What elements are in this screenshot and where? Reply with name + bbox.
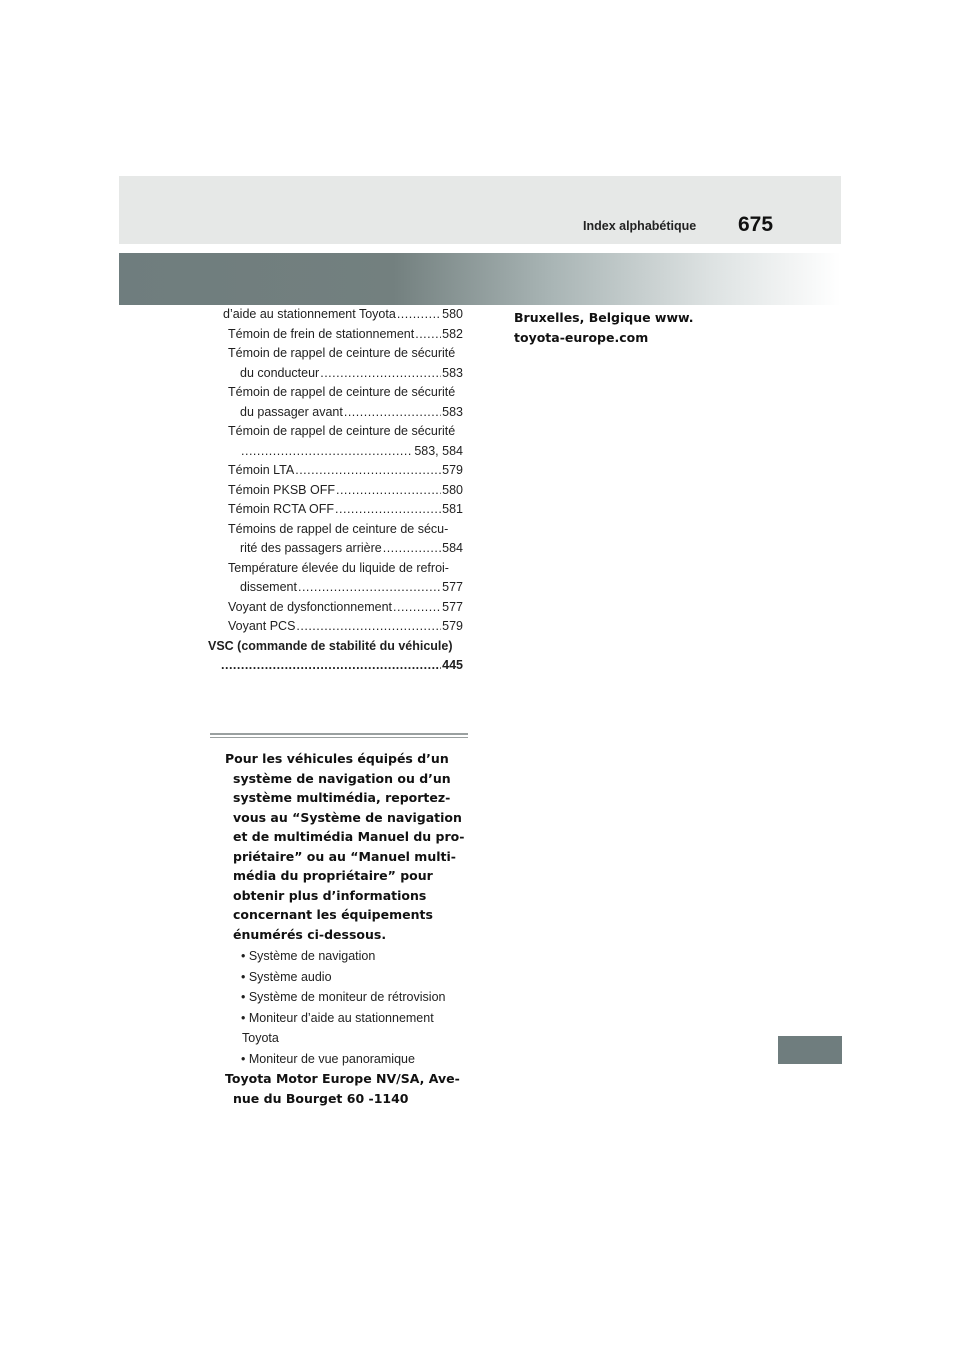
- index-entry: [203, 559, 463, 579]
- header-band: [119, 176, 841, 244]
- dot-leader: [336, 481, 441, 501]
- index-entry-text: Témoin LTA: [228, 463, 295, 477]
- index-entry-text: du passager avant: [240, 404, 343, 419]
- address-line: Toyota Motor Europe NV/SA, Ave-: [225, 1071, 460, 1086]
- index-entry-page: 577: [442, 599, 463, 614]
- index-entry: [203, 403, 463, 423]
- section-divider: [210, 733, 468, 738]
- navigation-notice: [225, 749, 470, 944]
- index-entry-page: 580: [442, 307, 463, 321]
- index-list: [203, 305, 463, 676]
- index-entry-page: 581: [442, 502, 463, 516]
- index-entry-page: 584: [442, 541, 463, 555]
- notice-line: système multimédia, reportez-: [233, 790, 451, 805]
- index-entry: [203, 344, 463, 364]
- dot-leader: [393, 598, 441, 618]
- index-entry: [203, 383, 463, 403]
- index-entry: [203, 422, 463, 442]
- equipment-list: [241, 946, 471, 1069]
- index-entry-text: Témoin de rappel de ceinture de sécurité: [228, 385, 456, 399]
- index-entry: [203, 461, 463, 481]
- dot-leader: [296, 617, 441, 637]
- gradient-band: [119, 253, 841, 305]
- notice-line: priétaire” ou au “Manuel multi-: [233, 848, 456, 864]
- index-entry-page: 445: [442, 658, 463, 672]
- address-block: [225, 1069, 470, 1108]
- index-entry: [203, 520, 463, 540]
- notice-line: Pour les véhicules équipés d’un: [225, 751, 449, 766]
- index-entry: [203, 598, 463, 618]
- index-entry: [203, 578, 463, 598]
- address-continued: [514, 308, 764, 347]
- dot-leader: [295, 461, 441, 481]
- list-item: • Système de moniteur de rétrovision: [241, 990, 446, 1004]
- page-number: 675: [738, 213, 774, 236]
- list-item: • Moniteur de vue panoramique: [241, 1051, 415, 1066]
- dot-leader: [397, 305, 441, 325]
- dot-leader: [298, 578, 441, 598]
- index-entry: [203, 500, 463, 520]
- index-entry-text: Témoin PKSB OFF: [228, 482, 335, 497]
- address-line: nue du Bourget 60 -1140: [233, 1090, 409, 1106]
- dot-leader: [344, 403, 441, 423]
- index-entry-text: Voyant PCS: [228, 619, 296, 633]
- notice-line: énumérés ci-dessous.: [233, 926, 387, 942]
- dot-leader: [241, 442, 413, 462]
- notice-line: média du propriétaire” pour: [233, 868, 433, 883]
- index-entry-text: Température élevée du liquide de refroi-: [228, 560, 449, 575]
- index-entry: [203, 325, 463, 345]
- notice-line: obtenir plus d’informations: [233, 887, 427, 903]
- dot-leader: [221, 656, 441, 676]
- index-entry: [203, 617, 463, 637]
- index-entry-page: 583, 584: [414, 443, 463, 458]
- index-entry-page: 579: [442, 619, 463, 633]
- index-entry-page: 583: [442, 404, 463, 419]
- list-item: • Système de navigation: [241, 949, 376, 963]
- index-entry-text: dissement: [240, 580, 297, 594]
- index-entry-text: Témoin de frein de stationnement: [228, 326, 415, 341]
- dot-leader: [415, 325, 441, 345]
- side-thumb-tab: [778, 1036, 842, 1064]
- index-entry-page: 577: [442, 580, 463, 594]
- index-entry-text: rité des passagers arrière: [240, 541, 382, 555]
- dot-leader: [335, 500, 441, 520]
- index-entry-text: VSC (commande de stabilité du véhicule): [208, 638, 453, 653]
- index-entry: [203, 305, 463, 325]
- index-entry-text: Témoin de rappel de ceinture de sécurité: [228, 424, 456, 438]
- address-line: Bruxelles, Belgique www.: [514, 310, 694, 325]
- index-entry-page: 580: [442, 482, 463, 497]
- section-title: Index alphabétique: [583, 219, 697, 233]
- index-entry-page: 583: [442, 365, 463, 380]
- notice-line: concernant les équipements: [233, 907, 433, 922]
- dot-leader: [320, 364, 441, 384]
- notice-line: système de navigation ou d’un: [233, 770, 451, 786]
- index-entry-text: d’aide au stationnement Toyota: [223, 307, 396, 321]
- index-entry: [203, 539, 463, 559]
- index-entry: [203, 364, 463, 384]
- index-entry: [203, 442, 463, 462]
- index-entry-text: Voyant de dysfonctionnement: [228, 599, 393, 614]
- list-item: • Moniteur d’aide au stationnement: [241, 1010, 434, 1025]
- index-entry: [203, 481, 463, 501]
- index-entry-page: 582: [442, 326, 463, 341]
- index-entry-text: Témoin de rappel de ceinture de sécurité: [228, 346, 456, 360]
- list-item: • Système audio: [241, 969, 332, 984]
- index-entry: [203, 656, 463, 676]
- index-entry-text: du conducteur: [240, 365, 320, 380]
- list-item: Toyota: [242, 1031, 279, 1045]
- index-entry-text: Témoins de rappel de ceinture de sécu-: [228, 521, 449, 536]
- address-line: toyota-europe.com: [514, 329, 649, 345]
- dot-leader: [383, 539, 441, 559]
- index-entry-text: Témoin RCTA OFF: [228, 502, 335, 516]
- notice-line: et de multimédia Manuel du pro-: [233, 829, 465, 844]
- index-entry-page: 579: [442, 463, 463, 477]
- index-entry: [203, 637, 463, 657]
- notice-line: vous au “Système de navigation: [233, 809, 462, 825]
